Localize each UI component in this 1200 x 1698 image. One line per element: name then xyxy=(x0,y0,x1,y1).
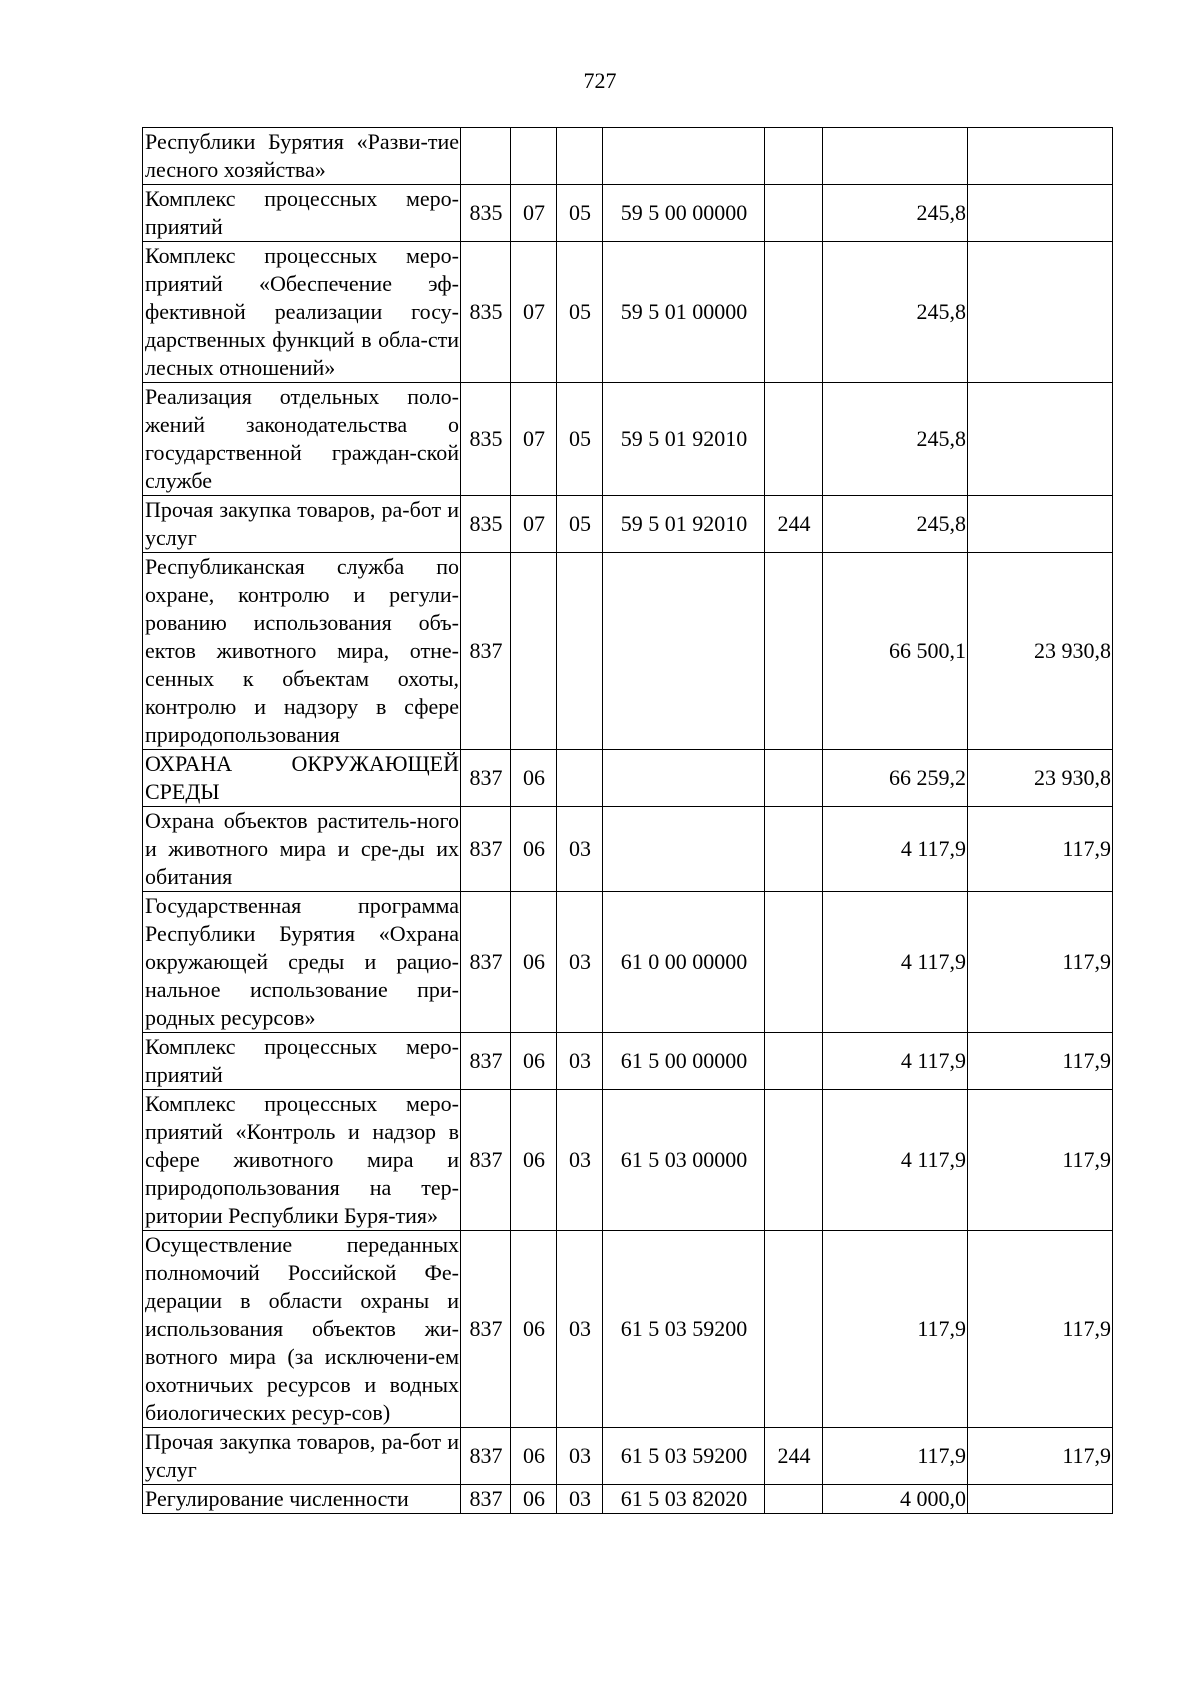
amount-federal-cell xyxy=(968,496,1113,553)
section-code-cell: 06 xyxy=(511,750,557,807)
amount-total-cell: 245,8 xyxy=(823,185,968,242)
amount-total-cell: 245,8 xyxy=(823,242,968,383)
amount-total-cell: 4 117,9 xyxy=(823,807,968,892)
row-name-cell: Комплекс процессных меро-приятий xyxy=(143,1033,461,1090)
subsection-code-cell: 03 xyxy=(557,1033,603,1090)
table-row xyxy=(143,807,1113,892)
table-row xyxy=(143,1090,1113,1231)
amount-federal-cell: 117,9 xyxy=(968,1428,1113,1485)
amount-federal-cell: 117,9 xyxy=(968,1033,1113,1090)
section-code-cell: 07 xyxy=(511,383,557,496)
target-article-cell: 61 5 03 00000 xyxy=(603,1090,765,1231)
subsection-code-cell: 03 xyxy=(557,1090,603,1231)
ved-code-cell: 835 xyxy=(461,383,511,496)
amount-federal-cell: 23 930,8 xyxy=(968,750,1113,807)
amount-total-cell: 4 117,9 xyxy=(823,1033,968,1090)
subsection-code-cell: 05 xyxy=(557,242,603,383)
amount-total-cell xyxy=(823,128,968,185)
amount-federal-cell xyxy=(968,242,1113,383)
expense-type-cell xyxy=(765,242,823,383)
target-article-cell: 61 0 00 00000 xyxy=(603,892,765,1033)
row-name-cell: Регулирование численности xyxy=(143,1485,461,1514)
amount-total-cell: 4 000,0 xyxy=(823,1485,968,1514)
section-code-cell: 06 xyxy=(511,1231,557,1428)
section-code-cell: 06 xyxy=(511,1428,557,1485)
amount-total-cell: 117,9 xyxy=(823,1428,968,1485)
subsection-code-cell: 03 xyxy=(557,892,603,1033)
budget-table xyxy=(142,127,1113,1514)
row-name-cell: ОХРАНА ОКРУЖАЮЩЕЙ СРЕДЫ xyxy=(143,750,461,807)
section-code-cell xyxy=(511,553,557,750)
ved-code-cell: 837 xyxy=(461,1033,511,1090)
table-row xyxy=(143,1485,1113,1514)
expense-type-cell xyxy=(765,1033,823,1090)
table-row xyxy=(143,1033,1113,1090)
table-row xyxy=(143,750,1113,807)
subsection-code-cell xyxy=(557,750,603,807)
ved-code-cell: 835 xyxy=(461,185,511,242)
table-row xyxy=(143,242,1113,383)
row-name-cell: Республиканская служба по охране, контролю и регули-рованию использования объ-ектов животного мира, отне-сенных к объектам охоты, контролю и надзору в сфере природопользования xyxy=(143,553,461,750)
subsection-code-cell: 03 xyxy=(557,807,603,892)
target-article-cell xyxy=(603,128,765,185)
ved-code-cell: 835 xyxy=(461,242,511,383)
subsection-code-cell: 05 xyxy=(557,383,603,496)
expense-type-cell xyxy=(765,128,823,185)
target-article-cell: 61 5 00 00000 xyxy=(603,1033,765,1090)
ved-code-cell: 835 xyxy=(461,496,511,553)
subsection-code-cell: 05 xyxy=(557,185,603,242)
row-name-cell: Государственная программа Республики Бурятия «Охрана окружающей среды и рацио-нальное использование при-родных ресурсов» xyxy=(143,892,461,1033)
section-code-cell xyxy=(511,128,557,185)
ved-code-cell: 837 xyxy=(461,750,511,807)
expense-type-cell: 244 xyxy=(765,496,823,553)
target-article-cell: 59 5 01 92010 xyxy=(603,383,765,496)
section-code-cell: 06 xyxy=(511,1033,557,1090)
row-name-cell: Осуществление переданных полномочий Российской Фе-дерации в области охраны и использования объектов жи-вотного мира (за исключени-ем охотничьих ресурсов и водных биологических ресур-сов) xyxy=(143,1231,461,1428)
amount-total-cell: 66 259,2 xyxy=(823,750,968,807)
budget-table-body xyxy=(143,128,1113,1514)
row-name-cell: Охрана объектов раститель-ного и животного мира и сре-ды их обитания xyxy=(143,807,461,892)
expense-type-cell xyxy=(765,807,823,892)
amount-federal-cell: 117,9 xyxy=(968,892,1113,1033)
expense-type-cell xyxy=(765,750,823,807)
amount-federal-cell: 117,9 xyxy=(968,1231,1113,1428)
ved-code-cell: 837 xyxy=(461,1485,511,1514)
subsection-code-cell: 03 xyxy=(557,1231,603,1428)
section-code-cell: 06 xyxy=(511,1485,557,1514)
target-article-cell xyxy=(603,750,765,807)
amount-federal-cell xyxy=(968,1485,1113,1514)
table-row xyxy=(143,1231,1113,1428)
section-code-cell: 07 xyxy=(511,185,557,242)
expense-type-cell xyxy=(765,1231,823,1428)
ved-code-cell xyxy=(461,128,511,185)
table-row xyxy=(143,383,1113,496)
row-name-cell: Прочая закупка товаров, ра-бот и услуг xyxy=(143,496,461,553)
ved-code-cell: 837 xyxy=(461,1231,511,1428)
expense-type-cell xyxy=(765,892,823,1033)
ved-code-cell: 837 xyxy=(461,892,511,1033)
row-name-cell: Комплекс процессных меро-приятий «Обеспечение эф-фективной реализации госу-дарственных функций в обла-сти лесных отношений» xyxy=(143,242,461,383)
target-article-cell: 61 5 03 59200 xyxy=(603,1231,765,1428)
amount-total-cell: 245,8 xyxy=(823,383,968,496)
amount-federal-cell: 23 930,8 xyxy=(968,553,1113,750)
table-row xyxy=(143,496,1113,553)
amount-federal-cell: 117,9 xyxy=(968,1090,1113,1231)
amount-total-cell: 117,9 xyxy=(823,1231,968,1428)
amount-federal-cell xyxy=(968,185,1113,242)
table-row xyxy=(143,128,1113,185)
target-article-cell: 61 5 03 82020 xyxy=(603,1485,765,1514)
row-name-cell: Прочая закупка товаров, ра-бот и услуг xyxy=(143,1428,461,1485)
expense-type-cell: 244 xyxy=(765,1428,823,1485)
subsection-code-cell: 03 xyxy=(557,1428,603,1485)
target-article-cell: 59 5 00 00000 xyxy=(603,185,765,242)
amount-federal-cell xyxy=(968,128,1113,185)
amount-total-cell: 245,8 xyxy=(823,496,968,553)
target-article-cell: 59 5 01 92010 xyxy=(603,496,765,553)
section-code-cell: 06 xyxy=(511,892,557,1033)
amount-total-cell: 4 117,9 xyxy=(823,892,968,1033)
amount-federal-cell xyxy=(968,383,1113,496)
row-name-cell: Реализация отдельных поло-жений законодательства о государственной граждан-ской службе xyxy=(143,383,461,496)
ved-code-cell: 837 xyxy=(461,1428,511,1485)
row-name-cell: Комплекс процессных меро-приятий «Контроль и надзор в сфере животного мира и природопользования на тер-ритории Республики Буря-тия» xyxy=(143,1090,461,1231)
row-name-cell: Комплекс процессных меро-приятий xyxy=(143,185,461,242)
expense-type-cell xyxy=(765,1485,823,1514)
amount-total-cell: 4 117,9 xyxy=(823,1090,968,1231)
page-number: 727 xyxy=(583,68,617,93)
ved-code-cell: 837 xyxy=(461,553,511,750)
table-row xyxy=(143,553,1113,750)
table-row xyxy=(143,185,1113,242)
section-code-cell: 06 xyxy=(511,807,557,892)
ved-code-cell: 837 xyxy=(461,1090,511,1231)
subsection-code-cell: 03 xyxy=(557,1485,603,1514)
table-row xyxy=(143,892,1113,1033)
section-code-cell: 07 xyxy=(511,242,557,383)
subsection-code-cell xyxy=(557,553,603,750)
expense-type-cell xyxy=(765,185,823,242)
table-row xyxy=(143,1428,1113,1485)
amount-total-cell: 66 500,1 xyxy=(823,553,968,750)
expense-type-cell xyxy=(765,553,823,750)
section-code-cell: 06 xyxy=(511,1090,557,1231)
subsection-code-cell xyxy=(557,128,603,185)
section-code-cell: 07 xyxy=(511,496,557,553)
amount-federal-cell: 117,9 xyxy=(968,807,1113,892)
target-article-cell xyxy=(603,807,765,892)
ved-code-cell: 837 xyxy=(461,807,511,892)
target-article-cell: 61 5 03 59200 xyxy=(603,1428,765,1485)
subsection-code-cell: 05 xyxy=(557,496,603,553)
target-article-cell: 59 5 01 00000 xyxy=(603,242,765,383)
expense-type-cell xyxy=(765,383,823,496)
target-article-cell xyxy=(603,553,765,750)
row-name-cell: Республики Бурятия «Разви-тие лесного хозяйства» xyxy=(143,128,461,185)
expense-type-cell xyxy=(765,1090,823,1231)
